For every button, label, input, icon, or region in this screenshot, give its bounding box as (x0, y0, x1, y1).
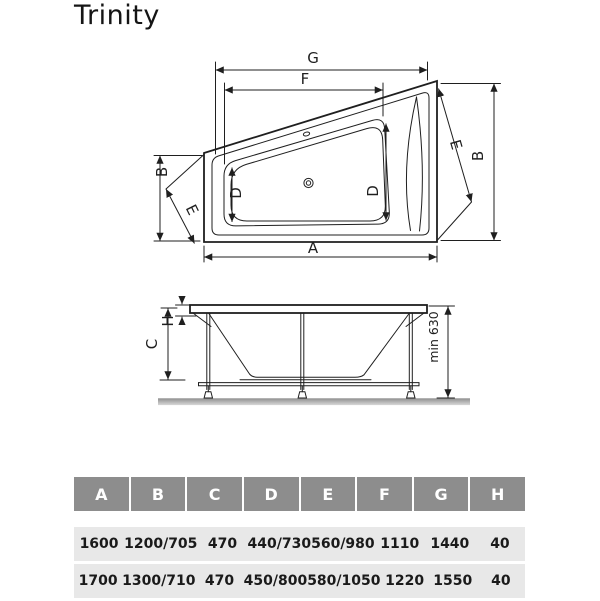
column-header-a: A (74, 477, 129, 511)
cell-d: 440/730 (247, 536, 312, 552)
tub-outer-outline (204, 81, 437, 242)
column-header-g: G (414, 477, 469, 511)
table-header-row (74, 477, 525, 511)
top-view (153, 49, 501, 262)
cell-e: 560/980 (311, 536, 375, 552)
dimension-b-right (441, 84, 501, 241)
column-header-f: F (357, 477, 412, 511)
brace-left (193, 313, 211, 327)
dimension-e-left (166, 155, 204, 244)
table-row (74, 564, 525, 598)
dim-label-b-right: B (469, 150, 487, 162)
dimension-b-left (153, 156, 202, 242)
column-header-c: C (187, 477, 242, 511)
dimensions-table (74, 477, 525, 601)
front-view (143, 296, 470, 405)
column-header-e: E (301, 477, 356, 511)
cell-c: 470 (204, 573, 235, 589)
brace-right (406, 313, 424, 327)
dim-label-min-height: min 630 (426, 311, 441, 363)
dim-label-g: G (307, 49, 319, 67)
cell-a: 1700 (78, 573, 118, 589)
column-header-h: H (470, 477, 525, 511)
table-row (74, 527, 525, 561)
ground-line (158, 398, 470, 405)
cell-b: 1300/710 (122, 573, 196, 589)
column-header-b: B (131, 477, 186, 511)
cell-e: 580/1050 (307, 573, 381, 589)
cell-a: 1600 (79, 536, 119, 552)
page-title: Trinity (74, 0, 160, 31)
cell-h: 40 (491, 573, 511, 589)
cell-f: 1220 (385, 573, 425, 589)
cell-c: 470 (207, 536, 238, 552)
dim-label-h: H (159, 315, 177, 327)
dimension-e-right (438, 89, 472, 241)
cell-f: 1110 (380, 536, 420, 552)
frame-rail (199, 383, 420, 386)
cell-h: 40 (490, 536, 510, 552)
rim-bar (190, 305, 427, 313)
dim-label-e-left: E (181, 201, 203, 219)
dim-label-d-left: D (227, 187, 245, 199)
dim-label-b-left: B (153, 166, 171, 178)
tub-profile (209, 313, 410, 377)
adjustable-feet (204, 386, 415, 398)
dimension-min-height (426, 306, 455, 398)
column-header-d: D (244, 477, 299, 511)
cell-g: 1550 (433, 573, 473, 589)
cell-g: 1440 (430, 536, 470, 552)
cell-b: 1200/705 (124, 536, 198, 552)
cell-d: 450/800 (243, 573, 308, 589)
dim-label-d-right: D (364, 185, 382, 197)
dim-label-a: A (307, 239, 319, 257)
dim-label-c: C (143, 338, 161, 350)
dim-label-e-right: E (445, 137, 466, 152)
dim-label-f: F (300, 70, 310, 88)
